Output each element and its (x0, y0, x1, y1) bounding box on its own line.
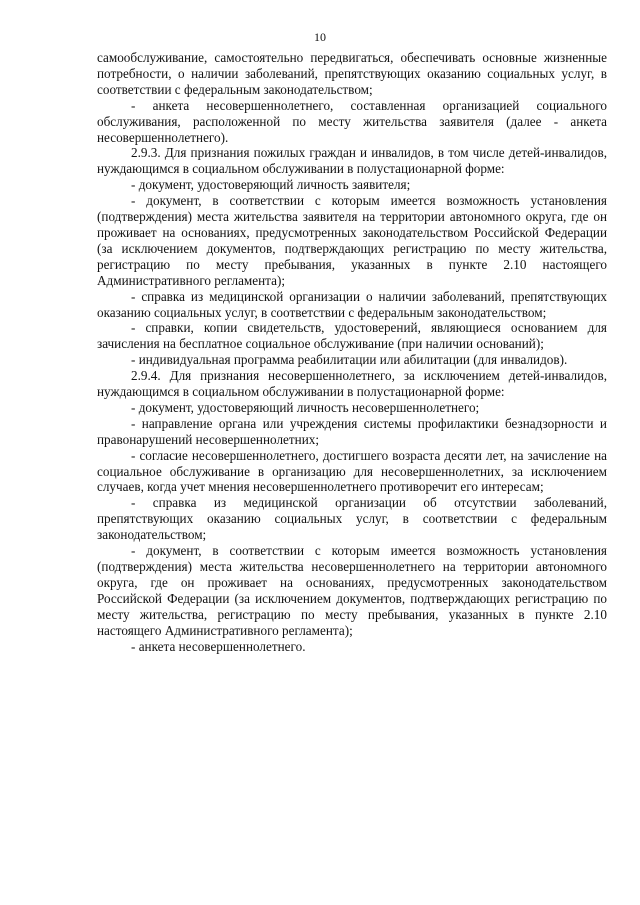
list-item-juvenile-identity-document: - документ, удостоверяющий личность несовершеннолетнего; (131, 399, 480, 415)
list-item-residence-document: - документ, в соответствии с которым имеется возможность установления (подтверждения) места жительства заявителя на территории автономного округа, где он проживает на основаниях, предусмотренных законодательством Российской Федерации (за исключением документов, подтверждающих регистрацию по месту жительства, регистрацию по месту пребывания, указанных в пункте 2.10 настоящего Административного регламента); (97, 193, 607, 288)
list-item-juvenile-medical-certificate: - справка из медицинской организации об отсутствии заболеваний, препятствующих оказанию социальных услуг, в соответствии с федеральным законодательством; (97, 495, 607, 543)
list-item-identity-document: - документ, удостоверяющий личность заявителя; (131, 177, 411, 193)
section-2-9-3-heading: 2.9.3. Для признания пожилых граждан и инвалидов, в том числе детей-инвалидов, нуждающимся в социальном обслуживании в полустационарной форме: (97, 145, 607, 177)
list-item-juvenile-questionnaire: - анкета несовершеннолетнего, составленная организацией социального обслуживания, расположенной по месту жительства заявителя (далее - анкета несовершеннолетнего). (97, 97, 607, 145)
list-item-juvenile-questionnaire-final: - анкета несовершеннолетнего. (131, 638, 306, 654)
page-number: 10 (314, 30, 326, 44)
list-item-rehabilitation-program: - индивидуальная программа реабилитации или абилитации (для инвалидов). (131, 352, 568, 368)
document-body (97, 50, 607, 654)
list-item-prevention-referral: - направление органа или учреждения системы профилактики безнадзорности и правонарушений несовершеннолетних; (97, 415, 607, 447)
list-item-medical-certificate: - справка из медицинской организации о наличии заболеваний, препятствующих оказанию социальных услуг, в соответствии с федеральным законодательством; (97, 288, 607, 320)
section-2-9-4-heading: 2.9.4. Для признания несовершеннолетнего, за исключением детей-инвалидов, нуждающимся в социальном обслуживании в полустационарной форме: (97, 368, 607, 400)
list-item-free-service-documents: - справки, копии свидетельств, удостоверений, являющиеся основанием для зачисления на бесплатное социальное обслуживание (при наличии оснований); (97, 320, 607, 352)
list-item-juvenile-consent: - согласие несовершеннолетнего, достигшего возраста десяти лет, на зачисление на социальное обслуживание в организацию для несовершеннолетних, за исключением случаев, когда учет мнения несовершеннолетнего противоречит его интересам; (97, 447, 607, 495)
paragraph-continuation: самообслуживание, самостоятельно передвигаться, обеспечивать основные жизненные потребности, о наличии заболеваний, препятствующих оказанию социальных услуг, в соответствии с федеральным законодательством; (97, 50, 607, 97)
list-item-juvenile-residence-document: - документ, в соответствии с которым имеется возможность установления (подтверждения) места жительства несовершеннолетнего на территории автономного округа, где он проживает на основаниях, предусмотренных законодательством Российской Федерации (за исключением документов, подтверждающих регистрацию по месту жительства, регистрацию по месту пребывания, указанных в пункте 2.10 настоящего Административного регламента); (97, 543, 607, 638)
